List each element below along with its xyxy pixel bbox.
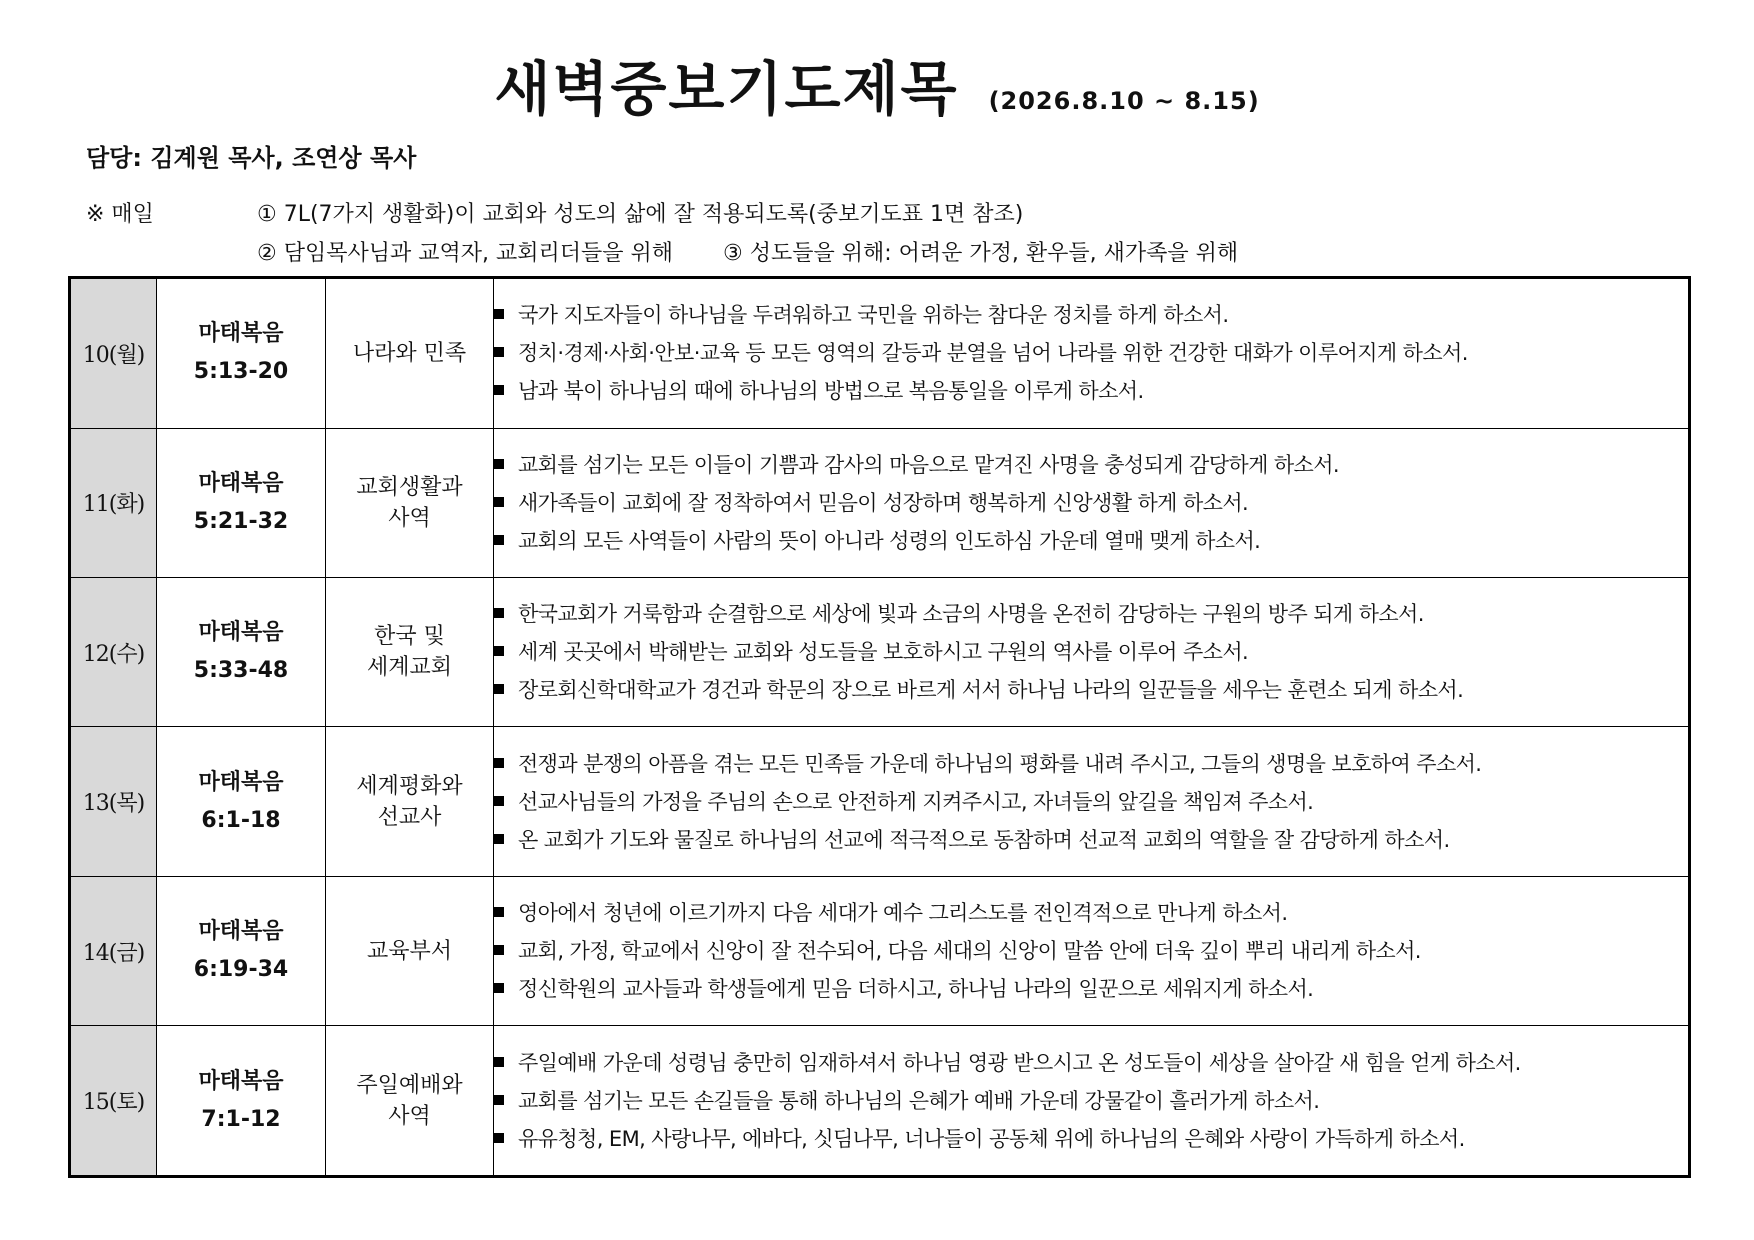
prayer-item-text: 장로회신학대학교가 경건과 학문의 장으로 바르게 서서 하나님 나라의 일꾼들을 세우는 훈련소 되게 하소서. — [518, 678, 1464, 703]
scripture-book: 마태복음 — [198, 321, 284, 347]
topic-cell — [326, 428, 494, 577]
topic-line: 교회생활과 — [356, 474, 463, 500]
scripture-cell — [157, 876, 326, 1025]
prayer-item — [494, 970, 1688, 1008]
scripture-verses: 5:21-32 — [193, 508, 289, 534]
square-bullet-icon — [494, 459, 504, 469]
scripture-cell — [157, 727, 326, 876]
square-bullet-icon — [494, 796, 504, 806]
day-cell: 13(목) — [70, 727, 157, 876]
prayer-item-text: 영아에서 청년에 이르기까지 다음 세대가 예수 그리스도를 전인격적으로 만나게 하소서. — [518, 901, 1288, 926]
topic-line: 선교사 — [377, 804, 442, 830]
topic-cell — [326, 1026, 494, 1177]
prayer-item-text: 정신학원의 교사들과 학생들에게 믿음 더하시고, 하나님 나라의 일꾼으로 세워지게 하소서. — [518, 977, 1314, 1002]
square-bullet-icon — [494, 907, 504, 917]
prayer-item-text: 유유청청, EM, 사랑나무, 에바다, 싯딤나무, 너나들이 공동체 위에 하나님의 은혜와 사랑이 가득하게 하소서. — [518, 1126, 1465, 1151]
topic-line: 한국 및 — [374, 624, 445, 650]
topic-line: 사역 — [388, 1103, 431, 1129]
prayer-item — [494, 633, 1688, 671]
topic-line: 사역 — [388, 505, 431, 531]
page-title: 새벽중보기도제목 — [494, 55, 959, 123]
prayer-item — [494, 671, 1688, 709]
scripture-verses: 5:33-48 — [193, 658, 289, 684]
topic-line: 세계교회 — [366, 655, 452, 681]
prayer-items-cell — [494, 876, 1690, 1025]
prayer-item-text: 정치·경제·사회·안보·교육 등 모든 영역의 갈등과 분열을 넘어 나라를 위한 건강한 대화가 이루어지게 하소서. — [518, 341, 1468, 366]
topic-cell — [326, 578, 494, 727]
pastors-in-charge: 담당: 김계원 목사, 조연상 목사 — [86, 144, 417, 172]
schedule-body — [70, 278, 1690, 1177]
square-bullet-icon — [494, 347, 504, 357]
table-row — [70, 278, 1690, 429]
prayer-item — [494, 783, 1688, 821]
prayer-item — [494, 1082, 1688, 1120]
scripture-book: 마태복음 — [198, 620, 284, 646]
topic-cell — [326, 876, 494, 1025]
prayer-item-text: 온 교회가 기도와 물질로 하나님의 선교에 적극적으로 동참하며 선교적 교회의 역할을 잘 감당하게 하소서. — [518, 827, 1450, 852]
prayer-item — [494, 745, 1688, 783]
prayer-item — [494, 372, 1688, 410]
prayer-item-text: 남과 북이 하나님의 때에 하나님의 방법으로 복음통일을 이루게 하소서. — [518, 379, 1144, 404]
prayer-item-text: 한국교회가 거룩함과 순결함으로 세상에 빛과 소금의 사명을 온전히 감당하는 구원의 방주 되게 하소서. — [518, 602, 1424, 627]
square-bullet-icon — [494, 1057, 504, 1067]
square-bullet-icon — [494, 535, 504, 545]
scripture-verses: 6:1-18 — [201, 807, 281, 833]
scripture-cell — [157, 428, 326, 577]
prayer-items-cell — [494, 278, 1690, 429]
square-bullet-icon — [494, 834, 504, 844]
prayer-item-text: 세계 곳곳에서 박해받는 교회와 성도들을 보호하시고 구원의 역사를 이루어 주소서. — [518, 640, 1249, 665]
square-bullet-icon — [494, 684, 504, 694]
prayer-item — [494, 1120, 1688, 1158]
topic-cell — [326, 727, 494, 876]
title-row — [0, 42, 1754, 126]
prayer-item — [494, 296, 1688, 334]
prayer-item — [494, 334, 1688, 372]
daily-item-2: ② 담임목사님과 교역자, 교회리더들을 위해 — [257, 241, 673, 266]
square-bullet-icon — [494, 646, 504, 656]
square-bullet-icon — [494, 1133, 504, 1143]
prayer-item-text: 국가 지도자들이 하나님을 두려워하고 국민을 위하는 참다운 정치를 하게 하소서. — [518, 303, 1229, 328]
square-bullet-icon — [494, 309, 504, 319]
table-row — [70, 876, 1690, 1025]
day-cell: 12(수) — [70, 578, 157, 727]
scripture-verses: 7:1-12 — [201, 1106, 281, 1132]
topic-cell — [326, 278, 494, 429]
table-row — [70, 1026, 1690, 1177]
square-bullet-icon — [494, 1095, 504, 1105]
prayer-item-text: 교회, 가정, 학교에서 신앙이 잘 전수되어, 다음 세대의 신앙이 말씀 안에 더욱 깊이 뿌리 내리게 하소서. — [518, 939, 1421, 964]
prayer-item — [494, 894, 1688, 932]
date-range: (2026.8.10 ~ 8.15) — [988, 87, 1260, 115]
square-bullet-icon — [494, 758, 504, 768]
prayer-items-cell — [494, 1026, 1690, 1177]
prayer-item-text: 선교사님들의 가정을 주님의 손으로 안전하게 지켜주시고, 자녀들의 앞길을 책임져 주소서. — [518, 789, 1314, 814]
scripture-book: 마태복음 — [198, 919, 284, 945]
daily-item-3: ③ 성도들을 위해: 어려운 가정, 환우들, 새가족을 위해 — [722, 241, 1239, 266]
table-row — [70, 727, 1690, 876]
prayer-item-text: 교회의 모든 사역들이 사람의 뜻이 아니라 성령의 인도하심 가운데 열매 맺게 하소서. — [518, 528, 1261, 553]
scripture-book: 마태복음 — [198, 769, 284, 795]
prayer-item-text: 전쟁과 분쟁의 아픔을 겪는 모든 민족들 가운데 하나님의 평화를 내려 주시고, 그들의 생명을 보호하여 주소서. — [518, 751, 1482, 776]
prayer-item — [494, 595, 1688, 633]
topic-line: 나라와 민족 — [352, 340, 467, 366]
prayer-item-text: 교회를 섬기는 모든 이들이 기쁨과 감사의 마음으로 맡겨진 사명을 충성되게 감당하게 하소서. — [518, 452, 1339, 477]
daily-label: ※ 매일 — [86, 202, 154, 227]
prayer-item — [494, 522, 1688, 560]
square-bullet-icon — [494, 945, 504, 955]
prayer-item — [494, 446, 1688, 484]
square-bullet-icon — [494, 385, 504, 395]
day-cell: 10(월) — [70, 278, 157, 429]
scripture-verses: 6:19-34 — [193, 957, 289, 983]
scripture-cell — [157, 578, 326, 727]
day-cell: 14(금) — [70, 876, 157, 1025]
scripture-book: 마태복음 — [198, 470, 284, 496]
prayer-item-text: 새가족들이 교회에 잘 정착하여서 믿음이 성장하며 행복하게 신앙생활 하게 하소서. — [518, 490, 1249, 515]
daily-item-1: ① 7L(7가지 생활화)이 교회와 성도의 삶에 잘 적용되도록(중보기도표 1면 참조) — [257, 202, 1024, 227]
prayer-items-cell — [494, 727, 1690, 876]
scripture-verses: 5:13-20 — [193, 359, 289, 385]
scripture-book: 마태복음 — [198, 1068, 284, 1094]
prayer-item — [494, 932, 1688, 970]
topic-line: 교육부서 — [366, 938, 452, 964]
day-cell: 11(화) — [70, 428, 157, 577]
daily-items-row-2 — [257, 236, 1238, 267]
square-bullet-icon — [494, 497, 504, 507]
scripture-cell — [157, 278, 326, 429]
prayer-item-text: 주일예배 가운데 성령님 충만히 임재하셔서 하나님 영광 받으시고 온 성도들이 세상을 살아갈 새 힘을 얻게 하소서. — [518, 1050, 1521, 1075]
table-row — [70, 428, 1690, 577]
table-row — [70, 578, 1690, 727]
prayer-schedule-table — [68, 276, 1691, 1178]
topic-line: 세계평화와 — [356, 773, 463, 799]
prayer-item — [494, 1044, 1688, 1082]
prayer-item — [494, 821, 1688, 859]
prayer-item — [494, 484, 1688, 522]
square-bullet-icon — [494, 983, 504, 993]
square-bullet-icon — [494, 608, 504, 618]
prayer-items-cell — [494, 578, 1690, 727]
prayer-item-text: 교회를 섬기는 모든 손길들을 통해 하나님의 은혜가 예배 가운데 강물같이 흘러가게 하소서. — [518, 1088, 1320, 1113]
prayer-items-cell — [494, 428, 1690, 577]
topic-line: 주일예배와 — [356, 1072, 463, 1098]
day-cell: 15(토) — [70, 1026, 157, 1177]
scripture-cell — [157, 1026, 326, 1177]
